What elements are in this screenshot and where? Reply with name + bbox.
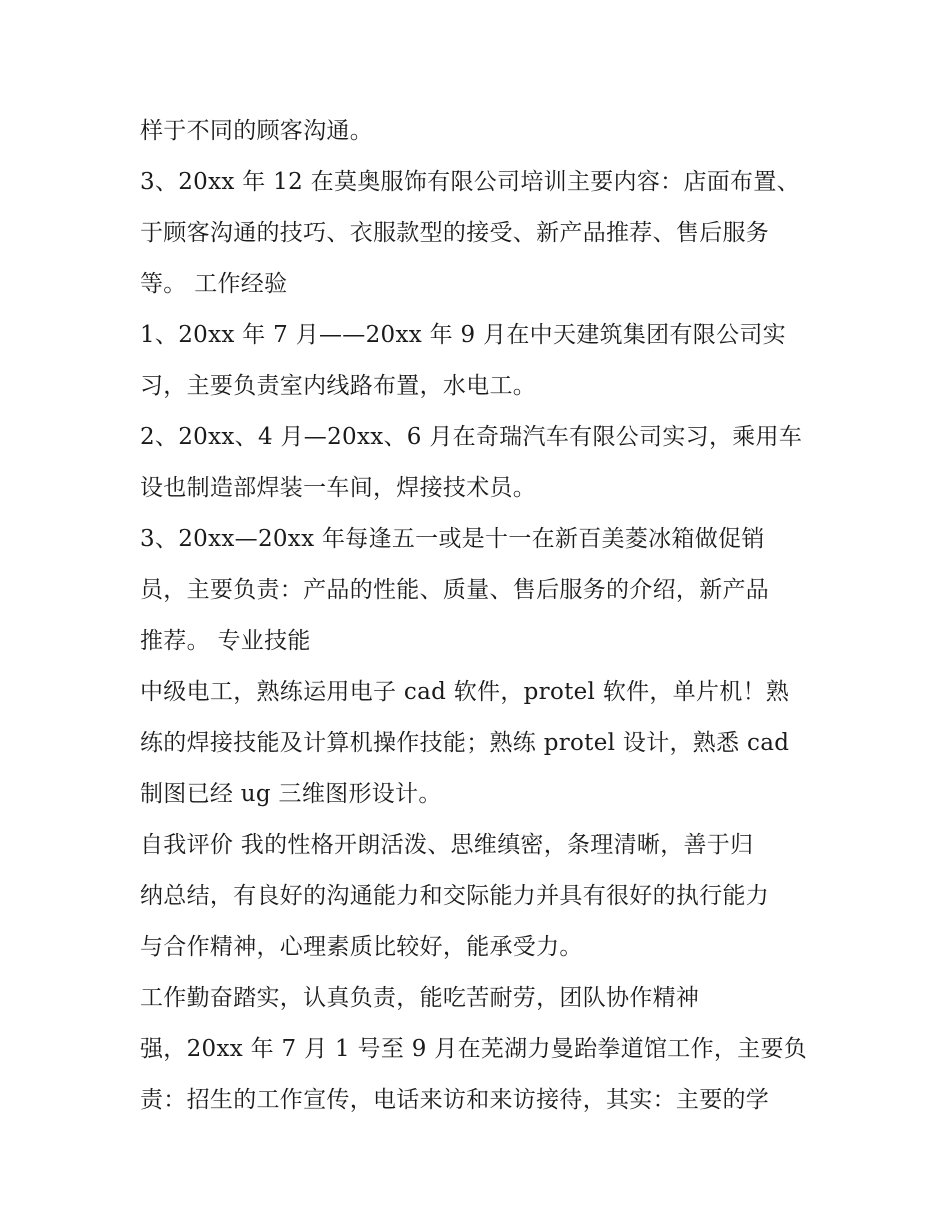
text-line: 工作勤奋踏实，认真负责，能吃苦耐劳，团队协作精神 xyxy=(140,985,700,1011)
text-line: 自我评价 我的性格开朗活泼、思维缜密，条理清晰，善于归 xyxy=(140,832,754,858)
text-line: 制图已经 ug 三维图形设计。 xyxy=(140,781,442,807)
text-line: 与合作精神，心理素质比较好，能承受力。 xyxy=(140,934,583,960)
document-body xyxy=(140,106,820,1126)
text-line: 1、20xx 年 7 月——20xx 年 9 月在中天建筑集团有限公司实 xyxy=(140,322,786,348)
text-line: 推荐。 专业技能 xyxy=(140,628,311,654)
text-line: 中级电工，熟练运用电子 cad 软件，protel 软件，单片机！熟 xyxy=(140,679,790,705)
text-line: 责：招生的工作宣传，电话来访和来访接待，其实：主要的学 xyxy=(140,1087,770,1113)
text-line: 等。 工作经验 xyxy=(140,271,288,297)
text-line: 习，主要负责室内线路布置，水电工。 xyxy=(140,373,537,399)
text-line: 3、20xx 年 12 在莫奥服饰有限公司培训主要内容：店面布置、 xyxy=(140,169,800,195)
text-line: 样于不同的顾客沟通。 xyxy=(140,118,373,144)
text-line: 纳总结，有良好的沟通能力和交际能力并具有很好的执行能力 xyxy=(140,883,770,909)
text-line: 于顾客沟通的技巧、衣服款型的接受、新产品推荐、售后服务 xyxy=(140,220,770,246)
text-line: 2、20xx、4 月—20xx、6 月在奇瑞汽车有限公司实习，乘用车 xyxy=(140,424,803,450)
text-line: 3、20xx—20xx 年每逢五一或是十一在新百美菱冰箱做促销 xyxy=(140,526,765,552)
text-line: 员，主要负责：产品的性能、质量、售后服务的介绍，新产品 xyxy=(140,577,770,603)
text-line: 练的焊接技能及计算机操作技能；熟练 protel 设计，熟悉 cad xyxy=(140,730,790,756)
text-line: 强，20xx 年 7 月 1 号至 9 月在芜湖力曼跆拳道馆工作，主要负 xyxy=(140,1036,808,1062)
text-line: 设也制造部焊装一车间，焊接技术员。 xyxy=(140,475,537,501)
